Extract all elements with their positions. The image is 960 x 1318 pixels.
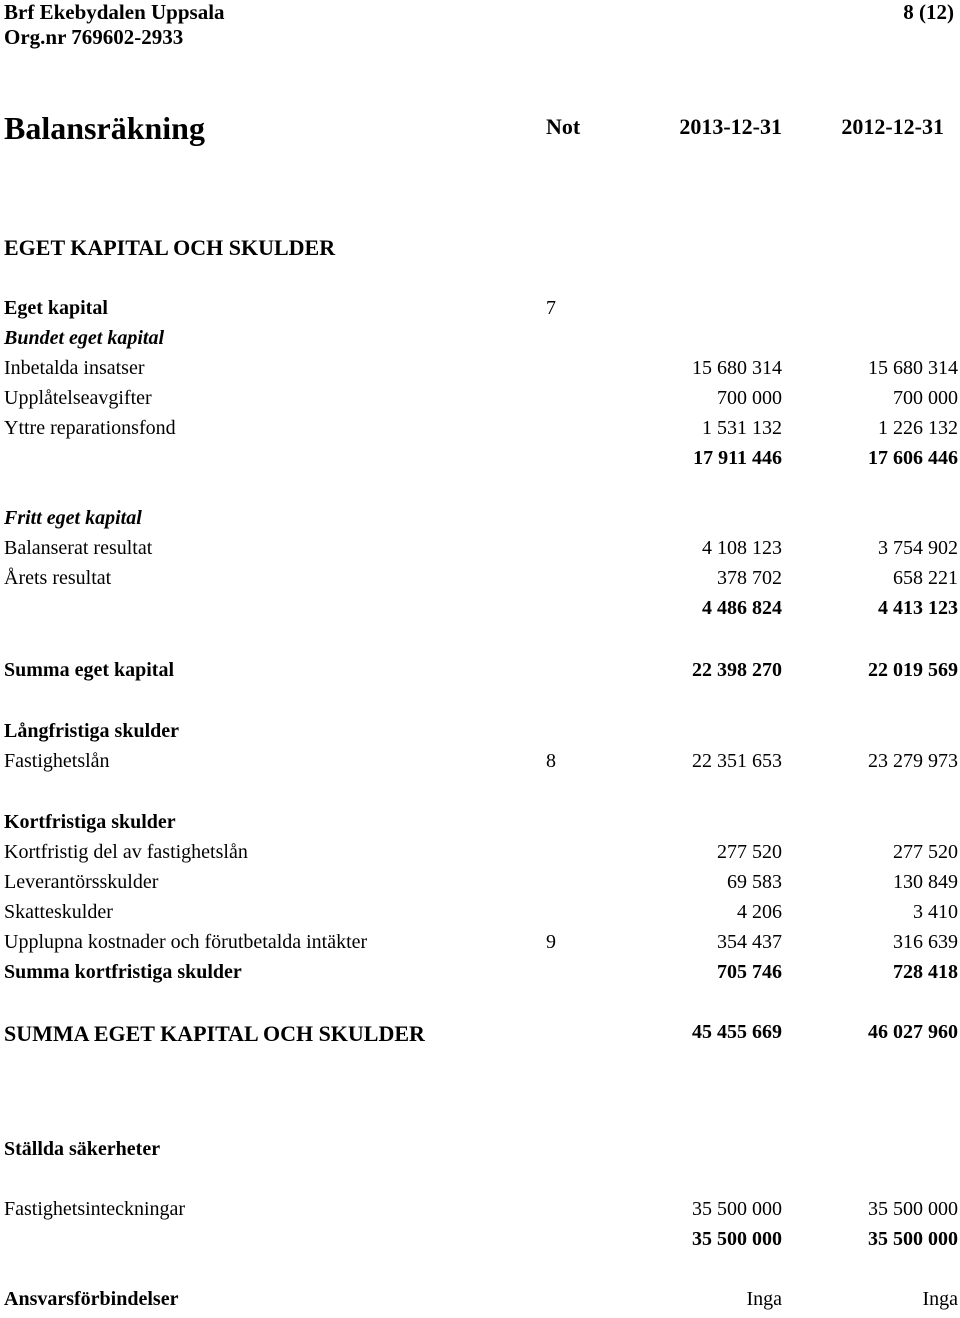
row-label: Ställda säkerheter	[4, 1138, 161, 1160]
row-label: Upplupna kostnader och förutbetalda intäkter	[4, 931, 368, 953]
value-2013: 69 583	[727, 871, 782, 893]
row-note: 9	[546, 931, 556, 953]
row-inbetalda-insatser	[0, 357, 960, 387]
row-inteckningar-subtotal	[0, 1228, 960, 1258]
row-kortfristiga-skulder	[0, 811, 960, 841]
value-2012: 316 639	[893, 931, 958, 953]
value-2012: 46 027 960	[868, 1021, 958, 1043]
row-label: Upplåtelseavgifter	[4, 387, 152, 409]
value-2012: 22 019 569	[868, 659, 958, 681]
value-2012: 35 500 000	[868, 1228, 958, 1250]
row-upplatelseavgifter	[0, 387, 960, 417]
value-2012: 130 849	[893, 871, 958, 893]
row-label: Ansvarsförbindelser	[4, 1288, 179, 1310]
value-2012: 277 520	[893, 841, 958, 863]
row-label: Fastighetslån	[4, 750, 110, 772]
column-year-2012: 2012-12-31	[841, 114, 944, 139]
row-label: Skatteskulder	[4, 901, 113, 923]
value-2013: 1 531 132	[702, 417, 782, 439]
row-label: Summa kortfristiga skulder	[4, 961, 242, 983]
row-eget-kapital	[0, 297, 960, 327]
row-summa-kortfristiga	[0, 961, 960, 991]
row-balanserat-resultat	[0, 537, 960, 567]
value-2013: 4 108 123	[702, 537, 782, 559]
row-arets-resultat	[0, 567, 960, 597]
column-note: Not	[546, 114, 581, 139]
page-number: 8 (12)	[903, 0, 954, 24]
row-bundet-subtotal	[0, 447, 960, 477]
value-2012: 23 279 973	[868, 750, 958, 772]
row-label: Långfristiga skulder	[4, 720, 180, 742]
value-2012: 17 606 446	[868, 447, 958, 469]
row-label: Summa eget kapital	[4, 659, 174, 681]
row-leverantorsskulder	[0, 871, 960, 901]
row-label: Balanserat resultat	[4, 537, 153, 559]
row-fastighetsinteckningar	[0, 1198, 960, 1228]
value-2012: 728 418	[893, 961, 958, 983]
row-label: Fritt eget kapital	[4, 507, 142, 529]
value-2012: 35 500 000	[868, 1198, 958, 1220]
row-yttre-reparationsfond	[0, 417, 960, 447]
row-label: Kortfristig del av fastighetslån	[4, 841, 248, 863]
row-bundet-eget-kapital	[0, 327, 960, 357]
value-2013: 35 500 000	[692, 1198, 782, 1220]
row-note: 7	[546, 297, 556, 319]
value-2013: 378 702	[717, 567, 782, 589]
row-ansvarsforbindelser	[0, 1288, 960, 1318]
value-2013: Inga	[746, 1288, 782, 1310]
row-label: Inbetalda insatser	[4, 357, 145, 379]
value-2012: 15 680 314	[868, 357, 958, 379]
row-skatteskulder	[0, 901, 960, 931]
company-name: Brf Ekebydalen Uppsala	[4, 0, 225, 24]
row-summa-total	[0, 1021, 960, 1051]
value-2013: 277 520	[717, 841, 782, 863]
row-label: Kortfristiga skulder	[4, 811, 176, 833]
row-stallda-sakerheter	[0, 1138, 960, 1168]
section-heading: EGET KAPITAL OCH SKULDER	[4, 235, 336, 260]
row-label: Eget kapital	[4, 297, 108, 319]
row-langfristiga-skulder	[0, 720, 960, 750]
value-2013: 45 455 669	[692, 1021, 782, 1043]
row-label: Yttre reparationsfond	[4, 417, 176, 439]
row-fastighetslan	[0, 750, 960, 780]
value-2013: 15 680 314	[692, 357, 782, 379]
row-label: Leverantörsskulder	[4, 871, 159, 893]
value-2013: 22 398 270	[692, 659, 782, 681]
value-2013: 700 000	[717, 387, 782, 409]
row-upplupna-kostnader	[0, 931, 960, 961]
row-kortfristig-del	[0, 841, 960, 871]
value-2012: 3 410	[913, 901, 958, 923]
value-2013: 22 351 653	[692, 750, 782, 772]
row-label: Årets resultat	[4, 567, 112, 589]
value-2013: 4 206	[737, 901, 782, 923]
row-note: 8	[546, 750, 556, 772]
page-title: Balansräkning	[4, 110, 205, 146]
row-label: SUMMA EGET KAPITAL OCH SKULDER	[4, 1021, 425, 1046]
row-fritt-subtotal	[0, 597, 960, 627]
row-label: Fastighetsinteckningar	[4, 1198, 186, 1220]
value-2012: Inga	[922, 1288, 958, 1310]
column-year-2013: 2013-12-31	[679, 114, 782, 139]
value-2013: 4 486 824	[702, 597, 782, 619]
value-2013: 35 500 000	[692, 1228, 782, 1250]
org-number: Org.nr 769602-2933	[4, 25, 184, 49]
value-2013: 705 746	[717, 961, 782, 983]
value-2012: 700 000	[893, 387, 958, 409]
row-label: Bundet eget kapital	[4, 327, 164, 349]
row-summa-eget-kapital	[0, 659, 960, 689]
value-2013: 354 437	[717, 931, 782, 953]
value-2012: 1 226 132	[878, 417, 958, 439]
row-fritt-eget-kapital	[0, 507, 960, 537]
value-2013: 17 911 446	[693, 447, 782, 469]
value-2012: 658 221	[893, 567, 958, 589]
value-2012: 4 413 123	[878, 597, 958, 619]
value-2012: 3 754 902	[878, 537, 958, 559]
